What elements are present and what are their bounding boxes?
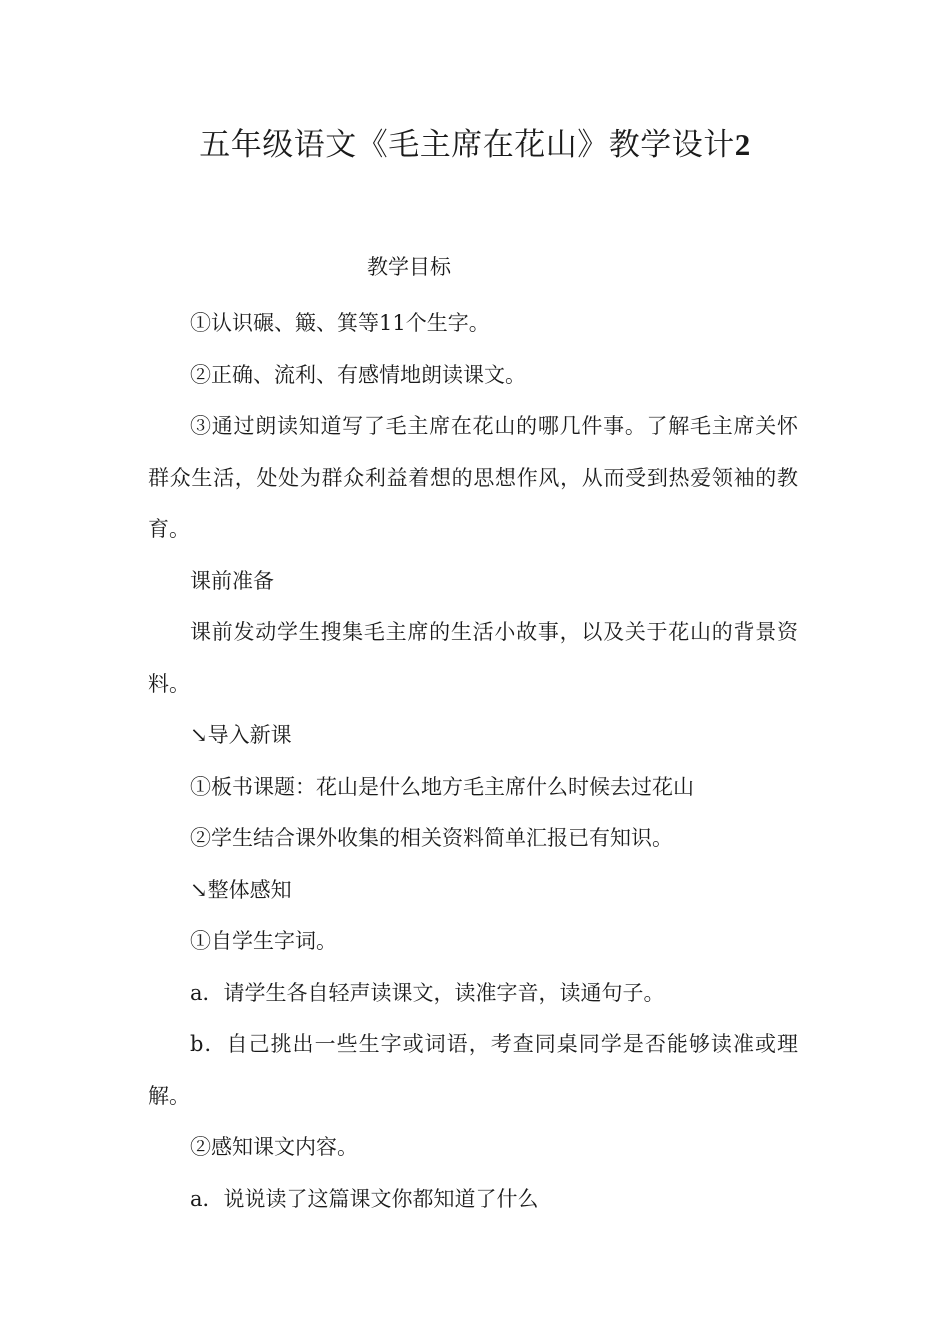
paragraph-preparation: 课前发动学生搜集毛主席的生活小故事，以及关于花山的背景资料。 — [148, 620, 798, 696]
paragraph-goal-1: ①认识碾、簸、箕等11个生字。 — [190, 311, 490, 335]
paragraph-intro-2: ②学生结合课外收集的相关资料简单汇报已有知识。 — [190, 826, 673, 850]
paragraph-overall-2a: a．说说读了这篇课文你都知道了什么 — [190, 1186, 539, 1211]
document-body — [148, 298, 798, 1225]
paragraph-overall-1b: b．自己挑出一些生字或词语，考查同桌同学是否能够读准或理解。 — [148, 1032, 798, 1108]
paragraph-intro-heading: ↘导入新课 — [190, 723, 292, 747]
paragraph-overall-1: ①自学生字词。 — [190, 929, 337, 953]
document-title — [0, 120, 950, 170]
paragraph-overall-1a: a．请学生各自轻声读课文，读准字音，读通句子。 — [190, 980, 665, 1005]
paragraph-preparation-heading: 课前准备 — [190, 568, 274, 593]
title-number: 2 — [734, 127, 751, 162]
section-heading: 教学目标 — [367, 255, 451, 279]
paragraph-intro-1: ①板书课题：花山是什么地方毛主席什么时候去过花山 — [190, 774, 694, 799]
paragraph-overall-heading: ↘整体感知 — [190, 877, 292, 902]
title-text: 五年级语文《毛主席在花山》教学设计 — [199, 127, 735, 163]
paragraph-overall-2: ②感知课文内容。 — [190, 1135, 358, 1159]
paragraph-goal-3: ③通过朗读知道写了毛主席在花山的哪几件事。了解毛主席关怀群众生活，处处为群众利益着想的思想作风，从而受到热爱领袖的教育。 — [148, 414, 798, 541]
paragraph-goal-2: ②正确、流利、有感情地朗读课文。 — [190, 362, 526, 387]
